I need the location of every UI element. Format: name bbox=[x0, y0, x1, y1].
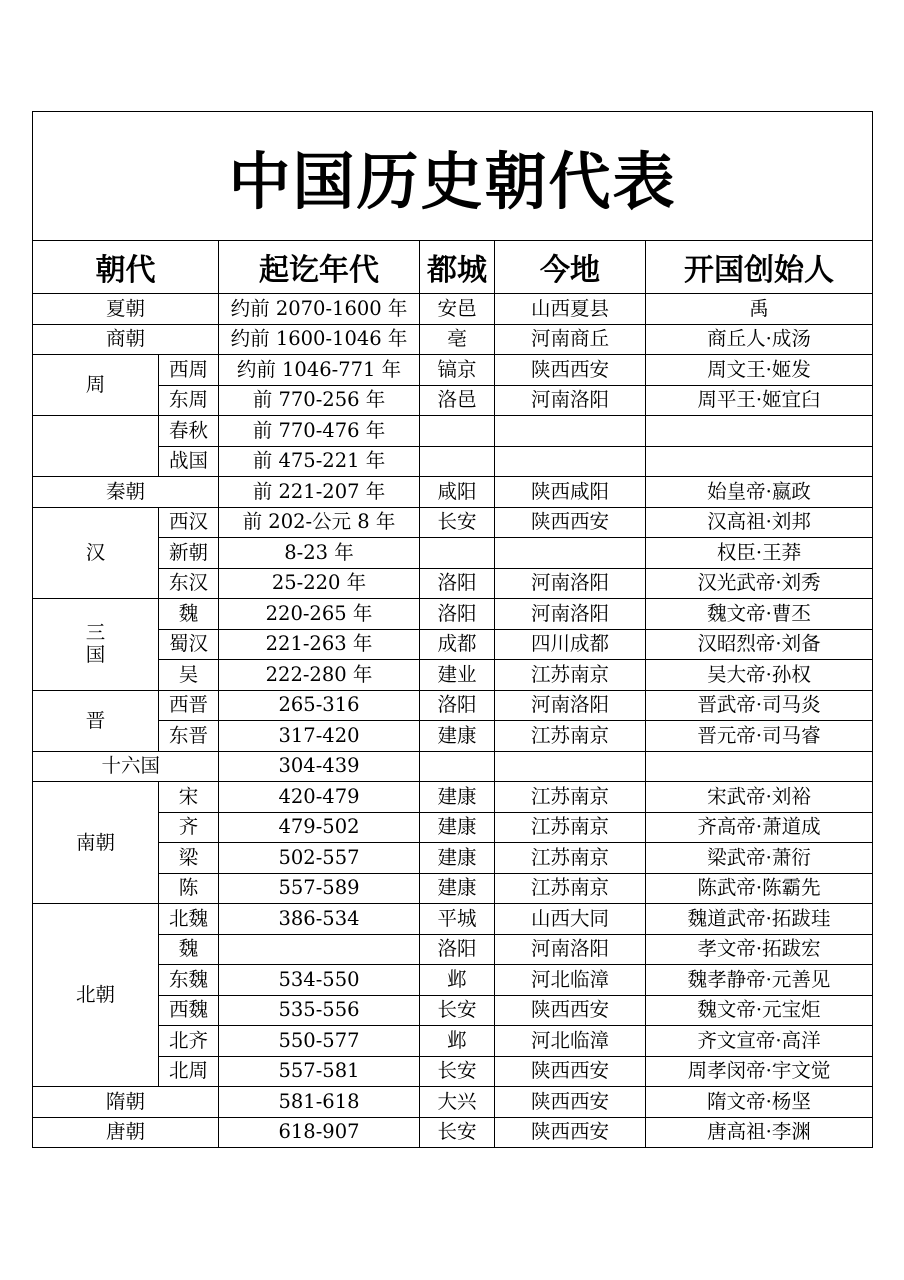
location: 河南洛阳 bbox=[495, 690, 646, 721]
dynasty-name: 北周 bbox=[159, 1056, 219, 1087]
location: 江苏南京 bbox=[495, 812, 646, 843]
dynasty-name: 商朝 bbox=[33, 324, 219, 355]
founder: 晋元帝·司马睿 bbox=[646, 721, 873, 752]
capital: 邺 bbox=[420, 965, 495, 996]
founder: 梁武帝·萧衍 bbox=[646, 843, 873, 874]
capital: 洛阳 bbox=[420, 568, 495, 599]
period: 221-263 年 bbox=[219, 629, 420, 660]
capital: 镐京 bbox=[420, 355, 495, 386]
founder: 魏道武帝·拓跋珪 bbox=[646, 904, 873, 935]
period bbox=[219, 934, 420, 965]
period: 约前 1600-1046 年 bbox=[219, 324, 420, 355]
period: 420-479 bbox=[219, 782, 420, 813]
dynasty-name: 春秋 bbox=[159, 416, 219, 447]
location: 河南洛阳 bbox=[495, 934, 646, 965]
founder: 魏孝静帝·元善见 bbox=[646, 965, 873, 996]
dynasty-name: 战国 bbox=[159, 446, 219, 477]
dynasty-name: 蜀汉 bbox=[159, 629, 219, 660]
founder: 禹 bbox=[646, 294, 873, 325]
period: 386-534 bbox=[219, 904, 420, 935]
location: 山西夏县 bbox=[495, 294, 646, 325]
table-row bbox=[33, 1056, 873, 1087]
founder: 魏文帝·元宝炬 bbox=[646, 995, 873, 1026]
table-row bbox=[33, 507, 873, 538]
period: 534-550 bbox=[219, 965, 420, 996]
table-row bbox=[33, 1026, 873, 1057]
capital: 建康 bbox=[420, 721, 495, 752]
dynasty-name: 齐 bbox=[159, 812, 219, 843]
period: 265-316 bbox=[219, 690, 420, 721]
dynasty-name: 西晋 bbox=[159, 690, 219, 721]
period: 550-577 bbox=[219, 1026, 420, 1057]
header-location: 今地 bbox=[495, 241, 646, 294]
dynasty-group: 晋 bbox=[33, 690, 159, 751]
capital: 洛阳 bbox=[420, 934, 495, 965]
location: 河南洛阳 bbox=[495, 568, 646, 599]
table-row bbox=[33, 538, 873, 569]
location: 河南商丘 bbox=[495, 324, 646, 355]
header-row bbox=[33, 241, 873, 294]
period: 557-589 bbox=[219, 873, 420, 904]
dynasty-name: 魏 bbox=[159, 599, 219, 630]
table-row bbox=[33, 751, 873, 782]
founder: 汉光武帝·刘秀 bbox=[646, 568, 873, 599]
location: 陕西咸阳 bbox=[495, 477, 646, 508]
capital: 洛阳 bbox=[420, 599, 495, 630]
dynasty-group: 南朝 bbox=[33, 782, 159, 904]
dynasty-group: 周 bbox=[33, 355, 159, 416]
capital: 长安 bbox=[420, 1117, 495, 1148]
location: 河南洛阳 bbox=[495, 599, 646, 630]
header-period: 起讫年代 bbox=[219, 241, 420, 294]
period: 304-439 bbox=[219, 751, 420, 782]
table-row bbox=[33, 721, 873, 752]
dynasty-name: 西汉 bbox=[159, 507, 219, 538]
dynasty-name: 新朝 bbox=[159, 538, 219, 569]
dynasty-name: 唐朝 bbox=[33, 1117, 219, 1148]
dynasty-name: 东周 bbox=[159, 385, 219, 416]
capital: 成都 bbox=[420, 629, 495, 660]
capital: 建康 bbox=[420, 843, 495, 874]
table-row bbox=[33, 355, 873, 386]
period: 约前 2070-1600 年 bbox=[219, 294, 420, 325]
location: 江苏南京 bbox=[495, 843, 646, 874]
table-row bbox=[33, 1087, 873, 1118]
location: 河北临漳 bbox=[495, 1026, 646, 1057]
period: 220-265 年 bbox=[219, 599, 420, 630]
capital: 建康 bbox=[420, 812, 495, 843]
location: 江苏南京 bbox=[495, 660, 646, 691]
page-title: 中国历史朝代表 bbox=[33, 112, 873, 241]
table-row bbox=[33, 904, 873, 935]
dynasty-name: 东魏 bbox=[159, 965, 219, 996]
dynasty-name: 西周 bbox=[159, 355, 219, 386]
founder: 周平王·姬宜臼 bbox=[646, 385, 873, 416]
location bbox=[495, 446, 646, 477]
table-row bbox=[33, 385, 873, 416]
period: 前 202-公元 8 年 bbox=[219, 507, 420, 538]
dynasty-group-empty bbox=[33, 416, 159, 477]
capital: 建康 bbox=[420, 873, 495, 904]
founder: 孝文帝·拓跋宏 bbox=[646, 934, 873, 965]
header-dynasty: 朝代 bbox=[33, 241, 219, 294]
capital bbox=[420, 446, 495, 477]
location bbox=[495, 751, 646, 782]
capital: 长安 bbox=[420, 995, 495, 1026]
dynasty-group: 汉 bbox=[33, 507, 159, 599]
table-row bbox=[33, 477, 873, 508]
capital: 平城 bbox=[420, 904, 495, 935]
capital: 大兴 bbox=[420, 1087, 495, 1118]
location: 山西大同 bbox=[495, 904, 646, 935]
founder: 吴大帝·孙权 bbox=[646, 660, 873, 691]
founder bbox=[646, 751, 873, 782]
founder: 唐高祖·李渊 bbox=[646, 1117, 873, 1148]
capital bbox=[420, 416, 495, 447]
capital bbox=[420, 751, 495, 782]
dynasty-name: 北魏 bbox=[159, 904, 219, 935]
table-row bbox=[33, 965, 873, 996]
location bbox=[495, 538, 646, 569]
capital: 洛阳 bbox=[420, 690, 495, 721]
table-row bbox=[33, 995, 873, 1026]
table-row bbox=[33, 843, 873, 874]
location: 河北临漳 bbox=[495, 965, 646, 996]
location: 陕西西安 bbox=[495, 1056, 646, 1087]
table-row bbox=[33, 599, 873, 630]
capital: 邺 bbox=[420, 1026, 495, 1057]
founder: 齐文宣帝·高洋 bbox=[646, 1026, 873, 1057]
dynasty-group bbox=[33, 599, 159, 691]
period: 前 221-207 年 bbox=[219, 477, 420, 508]
founder: 隋文帝·杨坚 bbox=[646, 1087, 873, 1118]
founder: 周文王·姬发 bbox=[646, 355, 873, 386]
capital: 咸阳 bbox=[420, 477, 495, 508]
period: 479-502 bbox=[219, 812, 420, 843]
period: 317-420 bbox=[219, 721, 420, 752]
founder: 晋武帝·司马炎 bbox=[646, 690, 873, 721]
dynasty-name: 隋朝 bbox=[33, 1087, 219, 1118]
location: 四川成都 bbox=[495, 629, 646, 660]
dynasty-table-sheet bbox=[32, 111, 872, 1148]
table-row bbox=[33, 1117, 873, 1148]
capital: 安邑 bbox=[420, 294, 495, 325]
table-row bbox=[33, 416, 873, 447]
location bbox=[495, 416, 646, 447]
period: 581-618 bbox=[219, 1087, 420, 1118]
dynasty-name: 十六国 bbox=[33, 751, 219, 782]
dynasty-name: 夏朝 bbox=[33, 294, 219, 325]
founder: 商丘人·成汤 bbox=[646, 324, 873, 355]
table-row bbox=[33, 629, 873, 660]
founder: 汉高祖·刘邦 bbox=[646, 507, 873, 538]
location: 陕西西安 bbox=[495, 355, 646, 386]
dynasty-name: 东晋 bbox=[159, 721, 219, 752]
dynasty-name: 东汉 bbox=[159, 568, 219, 599]
table-row bbox=[33, 324, 873, 355]
table-row bbox=[33, 568, 873, 599]
period: 前 770-476 年 bbox=[219, 416, 420, 447]
location: 陕西西安 bbox=[495, 1087, 646, 1118]
period: 8-23 年 bbox=[219, 538, 420, 569]
dynasty-table bbox=[32, 111, 873, 1148]
capital: 建业 bbox=[420, 660, 495, 691]
dynasty-name: 梁 bbox=[159, 843, 219, 874]
table-row bbox=[33, 812, 873, 843]
location: 陕西西安 bbox=[495, 995, 646, 1026]
header-capital: 都城 bbox=[420, 241, 495, 294]
dynasty-name: 西魏 bbox=[159, 995, 219, 1026]
period: 502-557 bbox=[219, 843, 420, 874]
founder: 周孝闵帝·宇文觉 bbox=[646, 1056, 873, 1087]
table-row bbox=[33, 294, 873, 325]
dynasty-name: 秦朝 bbox=[33, 477, 219, 508]
period: 222-280 年 bbox=[219, 660, 420, 691]
period: 约前 1046-771 年 bbox=[219, 355, 420, 386]
period: 535-556 bbox=[219, 995, 420, 1026]
table-row bbox=[33, 934, 873, 965]
capital: 长安 bbox=[420, 507, 495, 538]
dynasty-name: 北齐 bbox=[159, 1026, 219, 1057]
period: 前 770-256 年 bbox=[219, 385, 420, 416]
capital: 亳 bbox=[420, 324, 495, 355]
dynasty-name: 魏 bbox=[159, 934, 219, 965]
capital: 洛邑 bbox=[420, 385, 495, 416]
dynasty-name: 陈 bbox=[159, 873, 219, 904]
founder: 魏文帝·曹丕 bbox=[646, 599, 873, 630]
capital: 建康 bbox=[420, 782, 495, 813]
capital bbox=[420, 538, 495, 569]
location: 陕西西安 bbox=[495, 1117, 646, 1148]
dynasty-group-top: 三 bbox=[85, 621, 106, 645]
table-row bbox=[33, 660, 873, 691]
table-row bbox=[33, 690, 873, 721]
location: 江苏南京 bbox=[495, 873, 646, 904]
location: 河南洛阳 bbox=[495, 385, 646, 416]
period: 前 475-221 年 bbox=[219, 446, 420, 477]
founder bbox=[646, 446, 873, 477]
capital: 长安 bbox=[420, 1056, 495, 1087]
period: 557-581 bbox=[219, 1056, 420, 1087]
dynasty-name: 宋 bbox=[159, 782, 219, 813]
founder: 宋武帝·刘裕 bbox=[646, 782, 873, 813]
table-row bbox=[33, 446, 873, 477]
dynasty-group: 北朝 bbox=[33, 904, 159, 1087]
dynasty-name: 吴 bbox=[159, 660, 219, 691]
location: 江苏南京 bbox=[495, 782, 646, 813]
dynasty-group-bottom: 国 bbox=[85, 643, 106, 667]
founder: 陈武帝·陈霸先 bbox=[646, 873, 873, 904]
table-row bbox=[33, 873, 873, 904]
period: 25-220 年 bbox=[219, 568, 420, 599]
table-row bbox=[33, 782, 873, 813]
period: 618-907 bbox=[219, 1117, 420, 1148]
founder: 权臣·王莽 bbox=[646, 538, 873, 569]
founder bbox=[646, 416, 873, 447]
location: 江苏南京 bbox=[495, 721, 646, 752]
founder: 汉昭烈帝·刘备 bbox=[646, 629, 873, 660]
founder: 始皇帝·嬴政 bbox=[646, 477, 873, 508]
founder: 齐高帝·萧道成 bbox=[646, 812, 873, 843]
header-founder: 开国创始人 bbox=[646, 241, 873, 294]
location: 陕西西安 bbox=[495, 507, 646, 538]
